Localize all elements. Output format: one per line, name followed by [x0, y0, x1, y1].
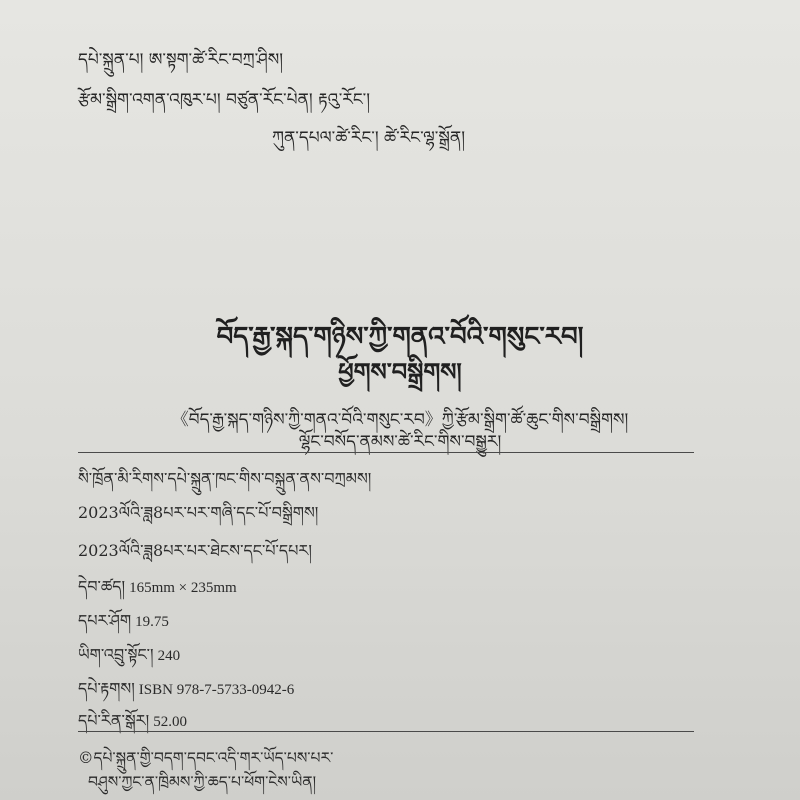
spec-value: 52.00	[153, 714, 187, 730]
copyright-notice: ©དཔེ་སྐྲུན་གྱི་བདག་དབང་འདི་གར་ཡོད་པས་པར་	[78, 749, 334, 767]
spec-label: དཔེ་རིན་སྒོར།	[78, 711, 150, 730]
spec-label: 2023ལོའི་ཟླ8པར་པར་གཞི་དང་པོ་བསྒྲིགས།	[78, 503, 319, 522]
spec-label: སི་ཁྲོན་མི་རིགས་དཔེ་སྐྲུན་ཁང་གིས་བསྐྲུན་ནས་བཀྲམས།	[78, 469, 372, 488]
spec-value: 19.75	[135, 614, 169, 630]
spec-label: 2023ལོའི་ཟླ8པར་པར་ཐེངས་དང་པོ་དཔར།	[78, 541, 312, 560]
cip-translated-by: ལྷོང་བསོད་ནམས་ཚེ་རིང་གིས་བསྒྱུར།	[298, 432, 502, 452]
book-title: བོད་རྒྱ་སྐད་གཉིས་ཀྱི་གནའ་བོའི་གསུང་རབ།	[216, 322, 584, 352]
book-subtitle: ཕྱོགས་བསྒྲིགས།	[338, 357, 462, 386]
spec-label: ཡིག་འབྲུ་སྟོང་།	[78, 645, 154, 664]
top-divider	[78, 452, 694, 453]
credit-publisher: དཔེ་སྐྲུན་པ། ཨ་སྟག་ཚེ་རིང་བཀྲ་ཤིས།	[78, 50, 284, 70]
credit-editors-continued: ཀུན་དཔལ་ཚེ་རིང་། ཚེ་རིང་ལྷ་སྒྲོན།	[272, 128, 465, 148]
spec-value: ISBN 978-7-5733-0942-6	[138, 682, 295, 698]
spec-value: 240	[157, 648, 181, 664]
credit-editors: རྩོམ་སྒྲིག་འགན་འཁུར་པ། བཙུན་རོང་པེན། རྟའུ་རོང་།	[78, 90, 371, 110]
spec-label: དེབ་ཚད།	[78, 577, 126, 596]
spec-label: དཔེ་རྟགས།	[78, 679, 135, 698]
spec-label: དཔར་ཤོག	[78, 611, 132, 630]
copyright-notice-continued: བཤུས་ཀྱང་ན་ཁྲིམས་ཀྱི་ཆད་པ་ཕོག་ངེས་ཡིན།	[88, 773, 317, 791]
spec-value: 165mm × 235mm	[129, 580, 237, 596]
bottom-divider	[78, 731, 694, 732]
cip-compiled-by: 《བོད་རྒྱ་སྐད་གཉིས་ཀྱི་གནའ་བོའི་གསུང་རབ》ཀྱི་རྩོམ་སྒྲིག་ཚོ་ཆུང་གིས་བསྒྲིགས།	[171, 410, 629, 430]
